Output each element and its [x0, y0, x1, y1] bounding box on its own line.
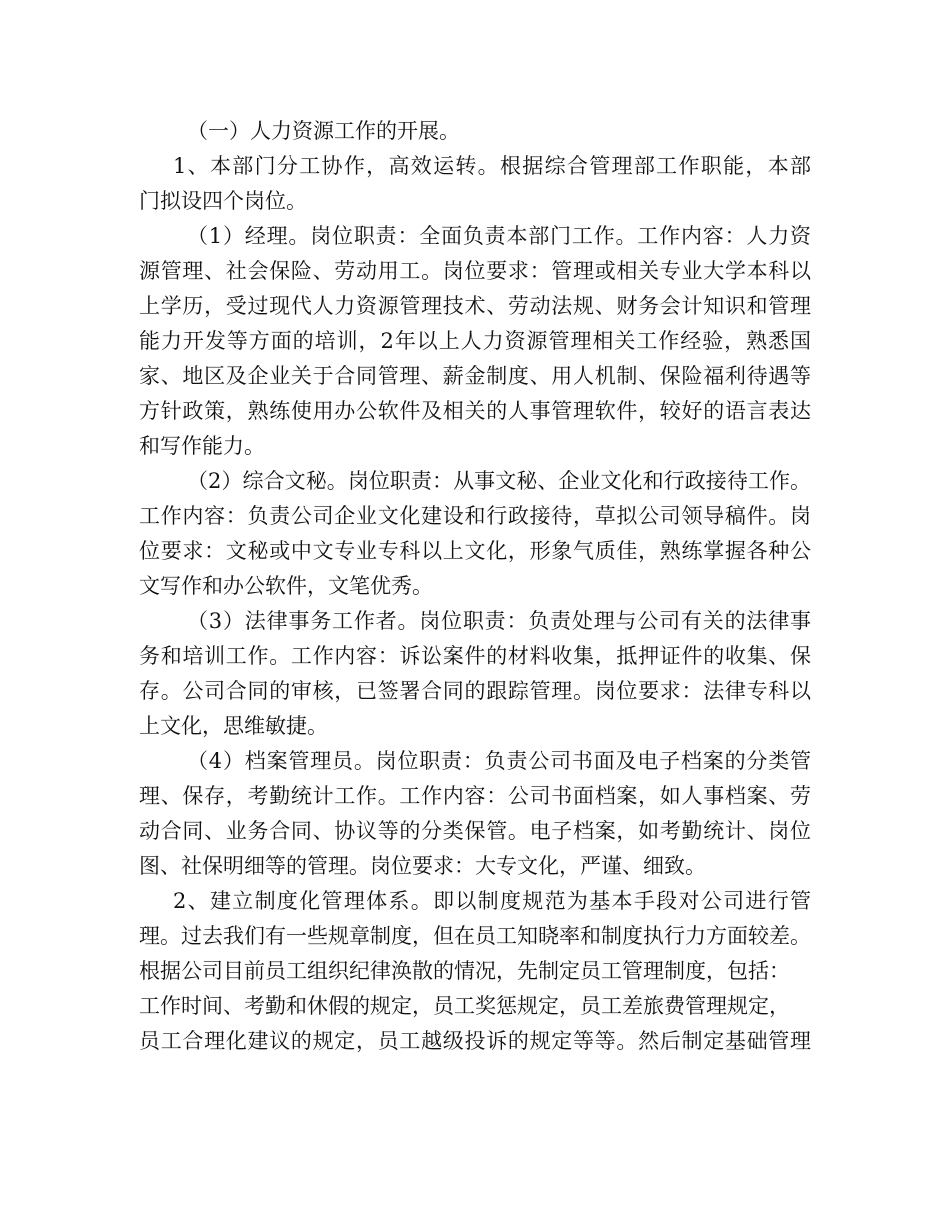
paragraph-line: 存。公司合同的审核，已签署合同的跟踪管理。岗位要求：法律专科以 — [139, 679, 811, 703]
paragraph-line: 务和培训工作。工作内容：诉讼案件的材料收集，抵押证件的收集、保 — [139, 644, 811, 668]
paragraph-line: 上文化，思维敏捷。 — [139, 714, 328, 738]
paragraph-line: 方针政策，熟练使用办公软件及相关的人事管理软件，较好的语言表达 — [139, 399, 811, 423]
paragraph-line: 动合同、业务合同、协议等的分类保管。电子档案，如考勤统计、岗位 — [139, 819, 811, 843]
paragraph-line: 位要求：文秘或中文专业专科以上文化，形象气质佳，熟练掌握各种公 — [139, 539, 811, 563]
paragraph-line: 工作时间、考勤和休假的规定，员工奖惩规定，员工差旅费管理规定， — [139, 994, 790, 1018]
paragraph-line: 源管理、社会保险、劳动用工。岗位要求：管理或相关专业大学本科以 — [139, 259, 811, 283]
paragraph-line: 工作内容：负责公司企业文化建设和行政接待，草拟公司领导稿件。岗 — [139, 504, 811, 528]
paragraph-line: 理。过去我们有一些规章制度，但在员工知晓率和制度执行力方面较差。 — [139, 924, 811, 948]
paragraph-line: 家、地区及企业关于合同管理、薪金制度、用人机制、保险福利待遇等 — [139, 364, 811, 388]
paragraph-line: 上学历，受过现代人力资源管理技术、劳动法规、财务会计知识和管理 — [139, 294, 811, 318]
paragraph-line: （1）经理。岗位职责：全面负责本部门工作。工作内容：人力资 — [187, 224, 811, 248]
paragraph-line: （2）综合文秘。岗位职责：从事文秘、企业文化和行政接待工作。 — [187, 469, 811, 493]
section-heading: （一）人力资源工作的开展。 — [187, 119, 460, 143]
paragraph-line: （3）法律事务工作者。岗位职责：负责处理与公司有关的法律事 — [187, 609, 811, 633]
paragraph-line: 图、社保明细等的管理。岗位要求：大专文化，严谨、细致。 — [139, 854, 706, 878]
paragraph-line: 员工合理化建议的规定，员工越级投诉的规定等等。然后制定基础管理 — [139, 1029, 811, 1053]
paragraph-line: 1、本部门分工协作，高效运转。根据综合管理部工作职能，本部 — [173, 154, 811, 178]
paragraph-line: 和写作能力。 — [139, 434, 265, 458]
paragraph-line: 理、保存，考勤统计工作。工作内容：公司书面档案，如人事档案、劳 — [139, 784, 811, 808]
paragraph-line: 门拟设四个岗位。 — [139, 189, 307, 213]
paragraph-line: 2、建立制度化管理体系。即以制度规范为基本手段对公司进行管 — [173, 889, 811, 913]
paragraph-line: 能力开发等方面的培训，2年以上人力资源管理相关工作经验，熟悉国 — [139, 329, 811, 353]
paragraph-line: 文写作和办公软件，文笔优秀。 — [139, 574, 433, 598]
paragraph-line: 根据公司目前员工组织纪律涣散的情况，先制定员工管理制度，包括： — [139, 959, 790, 983]
paragraph-line: （4）档案管理员。岗位职责：负责公司书面及电子档案的分类管 — [187, 749, 811, 773]
